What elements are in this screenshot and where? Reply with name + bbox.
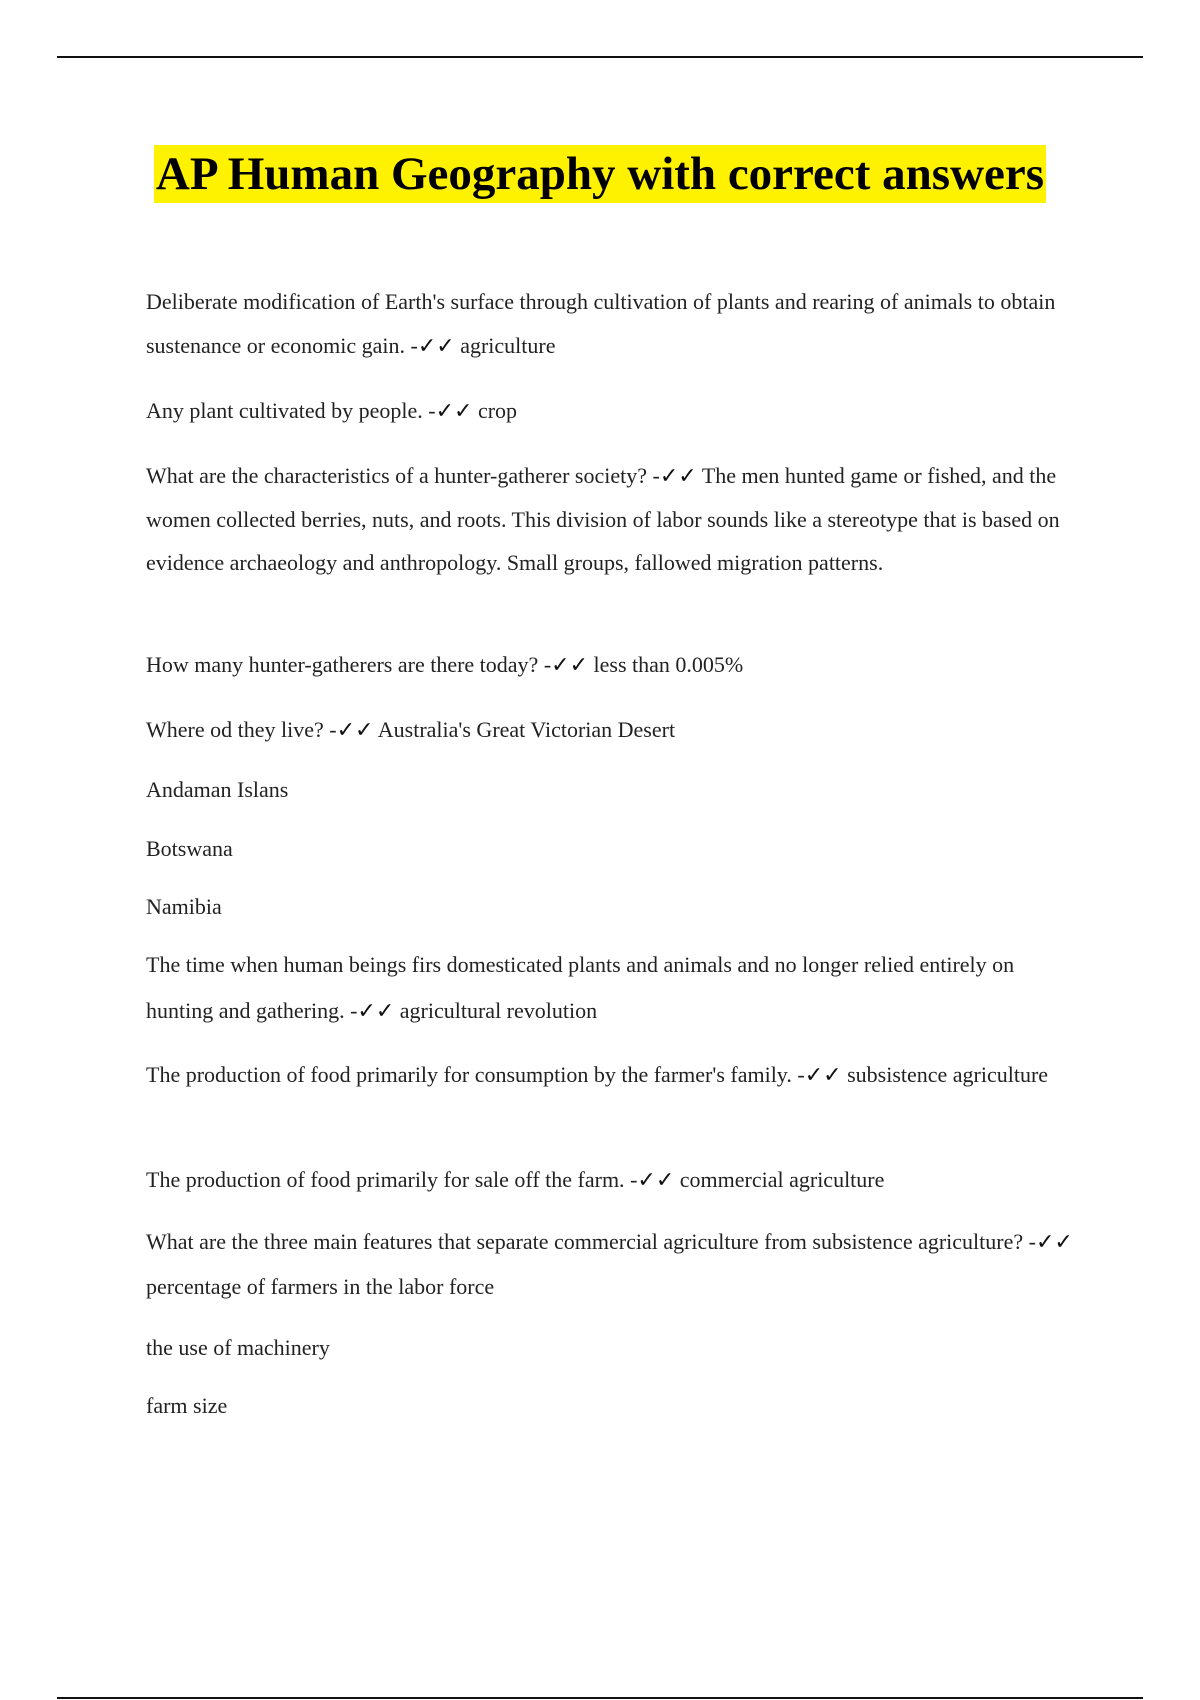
- separator: -: [428, 398, 436, 423]
- answer-text: commercial agriculture: [679, 1167, 885, 1192]
- answer-text: The men hunted game or fished, and the women collected berries, nuts, and roots. This division of labor sounds like a stereotype that is based on evidence archaeology and anthropology. Small groups, fallowed migration patterns.: [146, 463, 1060, 575]
- top-rule: [57, 56, 1143, 58]
- question-text: How many hunter-gatherers are there today?: [146, 652, 539, 677]
- qa-entry: [146, 1220, 1086, 1309]
- separator: -: [1028, 1229, 1036, 1254]
- answer-text: Australia's Great Victorian Desert: [377, 717, 676, 742]
- answer-text: percentage of farmers in the labor force: [146, 1274, 495, 1299]
- document-title: AP Human Geography with correct answers: [154, 145, 1046, 203]
- double-check-icon: ✓✓: [357, 999, 395, 1024]
- title-container: [0, 145, 1200, 203]
- list-item: [146, 1384, 1086, 1428]
- separator: -: [630, 1167, 638, 1192]
- double-check-icon: ✓✓: [551, 653, 589, 678]
- qa-entry: [146, 280, 1086, 369]
- answer-text: less than 0.005%: [593, 652, 744, 677]
- qa-entry: [146, 942, 1086, 1035]
- separator: -: [329, 717, 337, 742]
- answer-text: subsistence agriculture: [847, 1062, 1049, 1087]
- question-text: Any plant cultivated by people.: [146, 398, 423, 423]
- double-check-icon: ✓✓: [659, 464, 697, 489]
- question-text: The production of food primarily for sale off the farm.: [146, 1167, 625, 1192]
- qa-entry: [146, 1158, 1086, 1203]
- question-text: What are the three main features that separate commercial agriculture from subsistence agriculture?: [146, 1229, 1024, 1254]
- double-check-icon: ✓✓: [336, 718, 374, 743]
- separator: -: [652, 463, 660, 488]
- item-text: Andaman Islans: [146, 777, 289, 802]
- qa-entry: [146, 1053, 1086, 1098]
- question-text: The production of food primarily for consumption by the farmer's family.: [146, 1062, 792, 1087]
- list-item: [146, 768, 1086, 812]
- qa-entry: [146, 389, 1086, 434]
- bottom-rule: [57, 1697, 1143, 1699]
- separator: -: [410, 333, 418, 358]
- list-item: [146, 885, 1086, 929]
- list-item: [146, 827, 1086, 871]
- qa-entry: [146, 708, 1086, 753]
- separator: -: [797, 1062, 805, 1087]
- item-text: farm size: [146, 1393, 228, 1418]
- item-text: Namibia: [146, 894, 222, 919]
- answer-text: crop: [477, 398, 518, 423]
- separator: -: [350, 998, 358, 1023]
- double-check-icon: ✓✓: [1035, 1230, 1073, 1255]
- question-text: What are the characteristics of a hunter-gatherer society?: [146, 463, 648, 488]
- question-text: Where od they live?: [146, 717, 324, 742]
- answer-text: agricultural revolution: [399, 998, 598, 1023]
- question-text: Deliberate modification of Earth's surface through cultivation of plants and rearing of animals to obtain sustenance or economic gain.: [146, 289, 1056, 358]
- double-check-icon: ✓✓: [417, 334, 455, 359]
- item-text: the use of machinery: [146, 1335, 330, 1360]
- item-text: Botswana: [146, 836, 233, 861]
- qa-entry: [146, 454, 1086, 584]
- answer-text: agriculture: [460, 333, 556, 358]
- qa-entry: [146, 643, 1086, 688]
- double-check-icon: ✓✓: [804, 1063, 842, 1088]
- list-item: [146, 1326, 1086, 1370]
- separator: -: [543, 652, 552, 677]
- double-check-icon: ✓✓: [435, 399, 473, 424]
- double-check-icon: ✓✓: [637, 1168, 675, 1193]
- question-text: The time when human beings firs domesticated plants and animals and no longer relied entirely on hunting and gathering.: [146, 952, 1015, 1023]
